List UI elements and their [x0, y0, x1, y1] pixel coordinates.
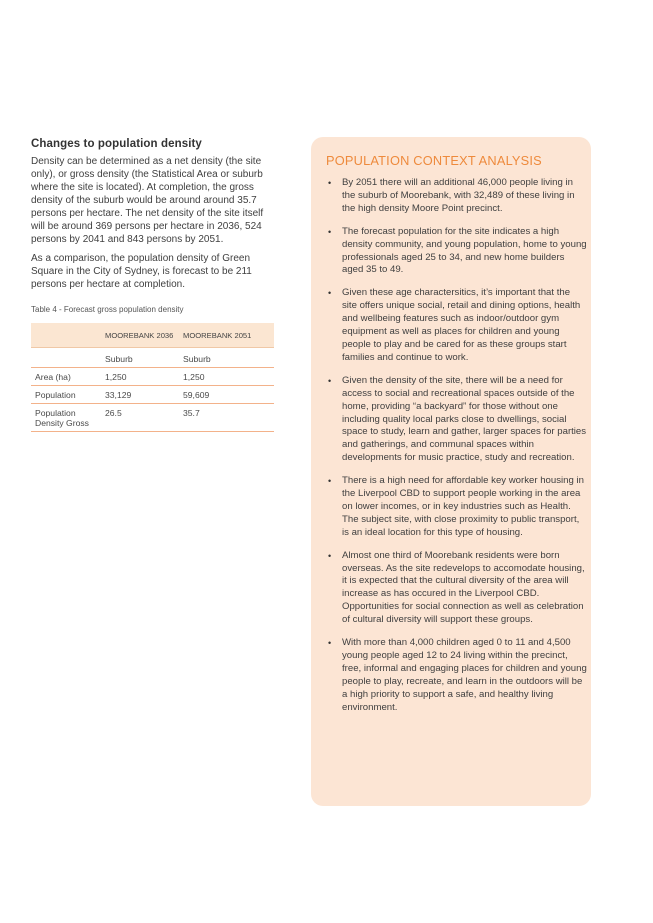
table-cell: Area (ha): [31, 368, 105, 386]
list-item: [325, 637, 587, 714]
table-cell: 1,250: [105, 368, 183, 386]
list-item: [325, 375, 587, 465]
table-header-row: [31, 323, 274, 348]
table-cell: [31, 348, 105, 368]
table-row: [31, 348, 274, 368]
list-item: [325, 177, 587, 216]
bullet-icon: •: [328, 178, 332, 188]
list-item: [325, 226, 587, 278]
table-cell: Population: [31, 386, 105, 404]
table-cell: 26.5: [105, 404, 183, 432]
bullet-text: Given the density of the site, there will be a need for access to social and recreational spaces outside of the home, providing “a backyard” for those without one including quality local parks close to dwellings, social space to study, learn and gather, larger spaces for parties and gatherings, and communal spaces within developments for music practice, study and recreation.: [342, 374, 587, 464]
table-header-cell: MOOREBANK 2051: [183, 323, 274, 348]
table-cell: 35.7: [183, 404, 274, 432]
bullet-text: The forecast population for the site indicates a high density community, and young population, home to young professionals aged 25 to 34, and new home builders aged 35 to 49.: [342, 225, 587, 276]
table-header-cell: [31, 323, 105, 348]
density-table: [31, 323, 274, 432]
bullet-text: Given these age charactersitics, it’s important that the site offers unique social, retail and dining options, health and wellbeing features such as indoor/outdoor gym equipment as well as places for children and young people to play and be cared for as these groups start families and continue to work.: [342, 287, 581, 363]
table-cell: 1,250: [183, 368, 274, 386]
bullet-text: There is a high need for affordable key worker housing in the Liverpool CBD to support people working in the area on lower incomes, or in key industries such as Health. The subject site, with close proximity to public transport, is an ideal location for this type of housing.: [342, 475, 584, 538]
table-cell: 59,609: [183, 386, 274, 404]
list-item: [325, 475, 587, 540]
table-row: [31, 386, 274, 404]
left-column: [31, 138, 277, 432]
bullet-list: [325, 177, 587, 725]
table-cell: Suburb: [183, 348, 274, 368]
paragraph-comparison: As a comparison, the population density of Green Square in the City of Sydney, is forecast to be 211 persons per hectare at completion.: [31, 253, 252, 290]
section-heading: Changes to population density: [31, 138, 202, 150]
bullet-text: With more than 4,000 children aged 0 to 11 and 4,500 young people aged 12 to 24 living within the precinct, free, informal and engaging places for children and young people to play, recreate, and learn in the outdoors will be a high priority to support a safe, and healthy living environment.: [342, 637, 587, 713]
bullet-icon: •: [328, 550, 332, 561]
list-item: [325, 550, 587, 627]
table-cell: 33,129: [105, 386, 183, 404]
list-item: [325, 287, 587, 364]
bullet-text: By 2051 there will an additional 46,000 people living in the suburb of Moorebank, with 32,489 of these living in the high density Moore Point precinct.: [342, 177, 575, 214]
table-header-cell: MOOREBANK 2036: [105, 323, 183, 348]
bullet-icon: •: [328, 375, 332, 386]
population-context-panel: [311, 137, 591, 806]
paragraph-density: Density can be determined as a net density (the site only), or gross density (the Statistical Area or suburb where the site is located). At completion, the gross density of the suburb would be around around 35.7 persons per hectare. The net density of the site itself will be around 369 persons per hectare in 2036, 524 persons by 2041 and 843 persons by 2051.: [31, 156, 264, 245]
bullet-icon: •: [328, 476, 332, 487]
table-cell: Suburb: [105, 348, 183, 368]
table-row: [31, 368, 274, 386]
bullet-text: Almost one third of Moorebank residents were born overseas. As the site redevelops to accomodate housing, it is expected that the cultural diversity of the area will increase as has occured in the Liverpool CBD. Opportunities for social connection as well as celebration of cultural diversity will support these groups.: [342, 549, 585, 626]
table-cell: Population Density Gross: [31, 404, 105, 432]
table-row: [31, 404, 274, 432]
bullet-icon: •: [328, 288, 332, 299]
bullet-icon: •: [328, 226, 332, 237]
table-caption: Table 4 - Forecast gross population density: [31, 305, 184, 314]
bullet-icon: •: [328, 638, 332, 649]
panel-title: POPULATION CONTEXT ANALYSIS: [326, 153, 542, 168]
